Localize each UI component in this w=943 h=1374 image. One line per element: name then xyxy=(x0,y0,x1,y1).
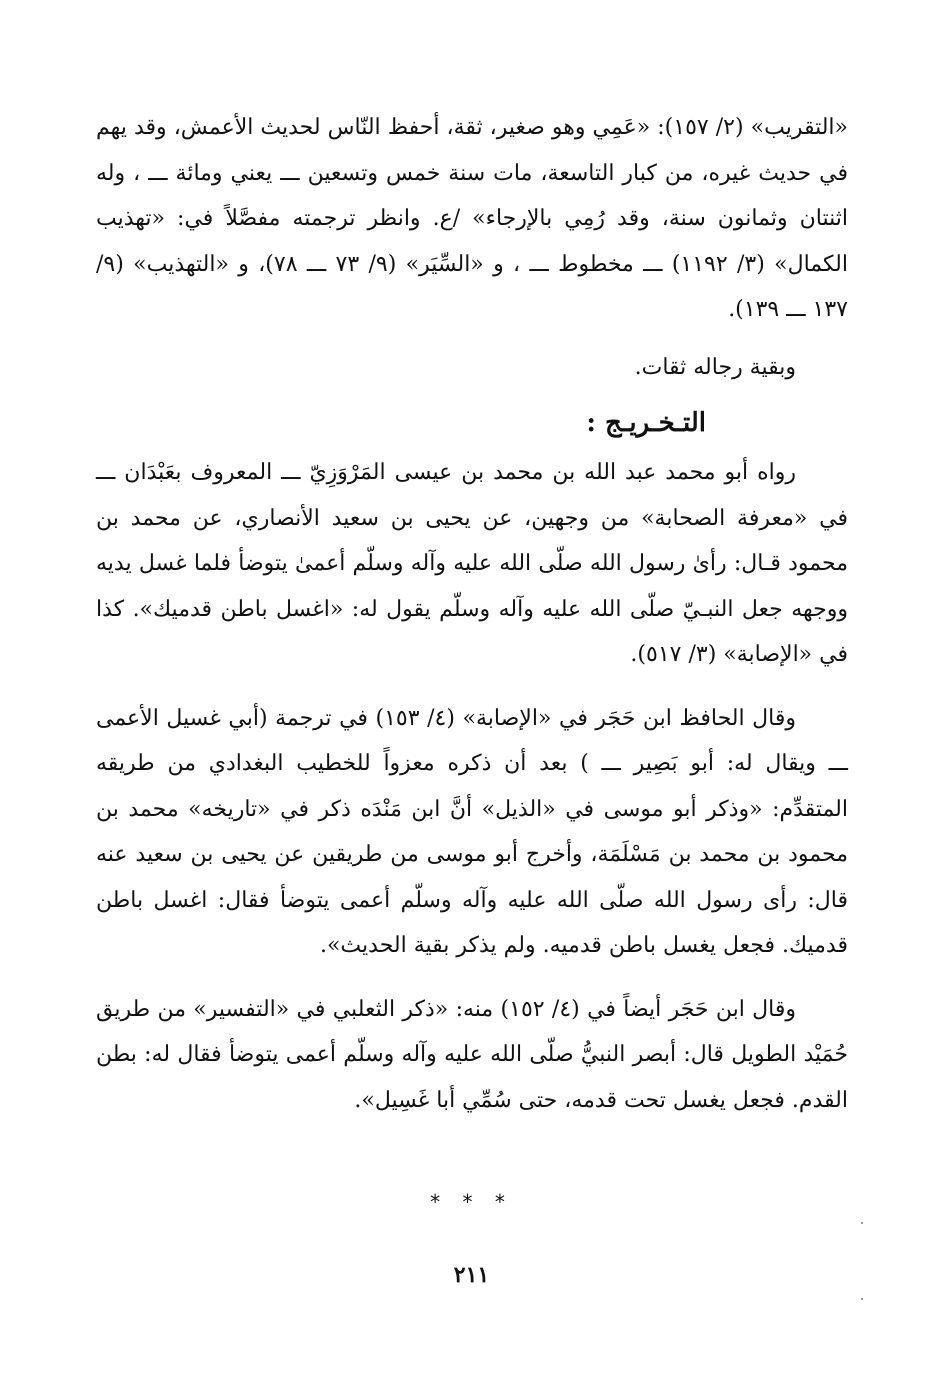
spacer xyxy=(96,678,848,696)
paragraph-ibn-hajar-tafsir: وقال ابن حَجَر أيضاً في (٤/ ١٥٢) منه: «ذكر الثعلبي في «التفسير» من طريق حُمَيْد الطويل قال: أبصر النبيُّ صلّى الله عليه وآله وسلّم أعمى يتوضأ فقال له: بطن القدم. فجعل يغسل تحت قدمه، حتى سُمِّي أبا غَسِيل». xyxy=(96,996,848,1113)
scan-artifact xyxy=(861,1222,863,1224)
paragraph-narrators: وبقية رجاله ثقات. xyxy=(634,354,796,380)
paragraph-footnote-citation: «التقريب» (٢/ ١٥٧): «عَمِي وهو صغير، ثقة، أحفظ النّاس لحديث الأعمش، وقد يهم في حديث غيره، من كبار التاسعة، مات سنة خمس وتسعين ـــ يعني ومائة ـــ ، وله اثنتان وثمانون سنة، وقد رُمِي بالإرجاء» /ع. وانظر ترجمته مفصَّلاً في: «تهذيب الكمال» (٣/ ١١٩٢) ـــ مخطوط ـــ ، و «السِّيَر» (٩/ ٧٣ ـــ ٧٨)، و «التهذيب» (٩/ ١٣٧ ـــ ١٣٩). xyxy=(96,115,849,322)
paragraph-ibn-hajar-isaba: وقال الحافظ ابن حَجَر في «الإصابة» (٤/ ١٥٣) في ترجمة (أبي غسيل الأعمى ـــ ويقال له: أبو بَصِير ـــ ) بعد أن ذكره معزواً للخطيب البغدادي من طريقه المتقدِّم: «وذكر أبو موسى في «الذيل» أنَّ ابن مَنْدَه ذكر في «تاريخه» محمد بن محمود بن محمد بن مَسْلَمَة، وأخرج أبو موسى من طريقين عن يحيى بن سعيد عنه قال: رأى رسول الله صلّى الله عليه وآله وسلّم أعمى يتوضأ فقال: اغسل باطن قدميك. فجعل يغسل باطن قدميه. ولم يذكر بقية الحديث». xyxy=(96,705,849,958)
paragraph-riwaya: رواه أبو محمد عبد الله بن محمد بن عيسى المَرْوَزِيّ ـــ المعروف بعَبْدَان ـــ في «معرفة الصحابة» من وجهين، عن يحيى بن سعيد الأنصاري، عن محمد بن محمود قـال: رأىٰ رسول الله صلّى الله عليه وآله وسلّم أعمىٰ يتوضأ فلما غسل يديه ووجهه جعل النبـيّ صلّى الله عليه وآله وسلّم يقول له: «اغسل باطن قدميك». كذا في «الإصابة» (٣/ ٥١٧). xyxy=(96,460,848,667)
document-page xyxy=(96,105,848,1123)
spacer xyxy=(96,969,848,987)
page-number: ٢١١ xyxy=(453,1262,490,1288)
scan-artifact xyxy=(861,1298,863,1300)
section-heading-takhrij: التـخـريـج : xyxy=(586,408,706,438)
spacer xyxy=(96,333,848,345)
section-separator: * * * xyxy=(430,1190,513,1214)
